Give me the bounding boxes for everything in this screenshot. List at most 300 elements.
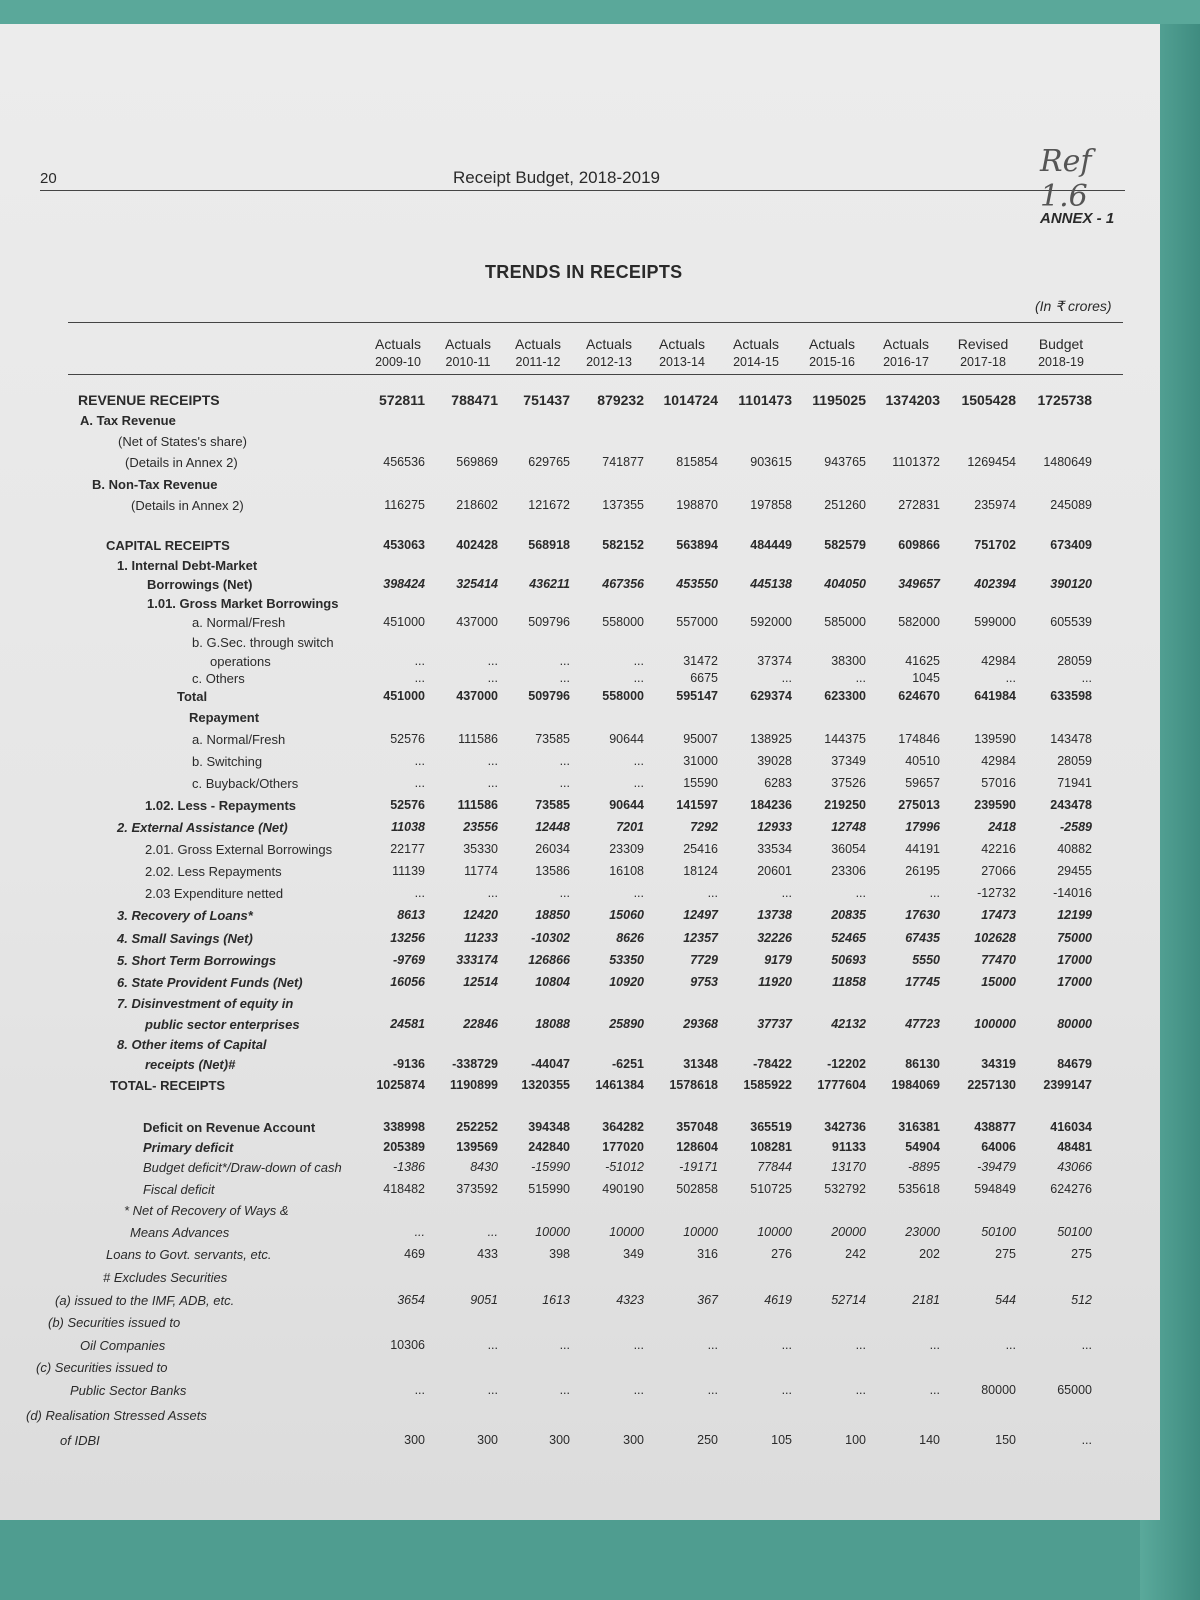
table-cell: ... <box>855 1338 866 1352</box>
table-cell: 2418 <box>988 820 1016 834</box>
row-label: CAPITAL RECEIPTS <box>106 538 230 553</box>
table-cell: ... <box>1081 671 1092 685</box>
table-cell: 37374 <box>757 654 792 668</box>
table-cell: 333174 <box>456 953 498 967</box>
table-cell: 515990 <box>528 1182 570 1196</box>
table-cell: 629765 <box>528 455 570 469</box>
table-cell: 4619 <box>764 1293 792 1307</box>
table-cell: 490190 <box>602 1182 644 1196</box>
table-cell: 416034 <box>1050 1120 1092 1134</box>
table-cell: 15590 <box>683 776 718 790</box>
table-cell: 594849 <box>974 1182 1016 1196</box>
column-header-label: Actuals <box>809 336 855 352</box>
table-cell: 91133 <box>831 1140 866 1154</box>
row-label: Fiscal deficit <box>143 1182 215 1197</box>
table-cell: 48481 <box>1057 1140 1092 1154</box>
column-header-year: 2013-14 <box>659 355 705 369</box>
table-cell: 1585922 <box>743 1078 792 1092</box>
row-label: REVENUE RECEIPTS <box>78 392 220 408</box>
table-cell: -14016 <box>1053 886 1092 900</box>
row-label: (Net of States's share) <box>118 434 247 449</box>
row-label: (Details in Annex 2) <box>131 498 244 513</box>
table-cell: 9179 <box>764 953 792 967</box>
table-cell: ... <box>633 1383 644 1397</box>
table-cell: 275013 <box>898 798 940 812</box>
table-cell: 15060 <box>609 908 644 922</box>
table-cell: ... <box>633 671 644 685</box>
table-cell: 316381 <box>898 1120 940 1134</box>
table-cell: 141597 <box>676 798 718 812</box>
column-header-label: Revised <box>957 336 1009 352</box>
table-cell: 1101473 <box>738 392 792 408</box>
table-cell: 11774 <box>464 864 498 878</box>
table-cell: 37737 <box>757 1017 792 1031</box>
unit-label: (In ₹ crores) <box>1035 298 1112 314</box>
table-cell: -2589 <box>1060 820 1092 834</box>
table-cell: 11233 <box>464 931 498 945</box>
table-cell: 20601 <box>757 864 792 878</box>
table-cell: 13738 <box>757 908 792 922</box>
column-header-label: Actuals <box>586 336 632 352</box>
table-cell: 394348 <box>528 1120 570 1134</box>
table-cell: 10920 <box>609 975 644 989</box>
table-cell: 53350 <box>609 953 644 967</box>
row-label: Public Sector Banks <box>70 1383 187 1398</box>
table-cell: 12514 <box>463 975 498 989</box>
table-cell: 11038 <box>391 820 425 834</box>
column-header-label: Actuals <box>883 336 929 352</box>
table-cell: 65000 <box>1057 1383 1092 1397</box>
table-cell: 367 <box>697 1293 718 1307</box>
table-cell: ... <box>487 754 498 768</box>
table-cell: 32226 <box>757 931 792 945</box>
column-header-year: 2014-15 <box>733 355 779 369</box>
table-cell: 18088 <box>535 1017 570 1031</box>
table-cell: 20835 <box>831 908 866 922</box>
table-cell: 116275 <box>384 498 425 512</box>
table-cell: 1195025 <box>812 392 866 408</box>
column-header-year: 2018-19 <box>1038 355 1084 369</box>
table-cell: 23556 <box>463 820 498 834</box>
table-cell: 624276 <box>1050 1182 1092 1196</box>
table-cell: 641984 <box>974 689 1016 703</box>
row-label: 6. State Provident Funds (Net) <box>117 975 303 990</box>
table-cell: 41625 <box>905 654 940 668</box>
table-cell: ... <box>707 1338 718 1352</box>
table-cell: 300 <box>549 1433 570 1447</box>
column-header-label: Actuals <box>659 336 705 352</box>
table-cell: 10000 <box>609 1225 644 1239</box>
table-cell: 18124 <box>683 864 718 878</box>
table-cell: 12199 <box>1057 908 1092 922</box>
table-cell: 390120 <box>1050 577 1092 591</box>
row-label: (a) issued to the IMF, ADB, etc. <box>55 1293 235 1308</box>
column-header-year: 2010-11 <box>445 355 491 369</box>
table-cell: 568918 <box>528 538 570 552</box>
table-cell: 29455 <box>1057 864 1092 878</box>
table-cell: 558000 <box>602 689 644 703</box>
table-cell: 52576 <box>390 732 425 746</box>
table-cell: 150 <box>995 1433 1016 1447</box>
table-cell: 4323 <box>616 1293 644 1307</box>
table-cell: ... <box>487 776 498 790</box>
table-cell: 95007 <box>683 732 718 746</box>
table-cell: 629374 <box>750 689 792 703</box>
table-cell: 453063 <box>383 538 425 552</box>
table-cell: 84679 <box>1057 1057 1092 1071</box>
row-label: (Details in Annex 2) <box>125 455 238 470</box>
table-cell: 582000 <box>898 615 940 629</box>
table-cell: -12202 <box>827 1057 866 1071</box>
table-cell: 198870 <box>676 498 718 512</box>
table-cell: -78422 <box>753 1057 792 1071</box>
row-label: 3. Recovery of Loans* <box>117 908 253 923</box>
table-cell: ... <box>633 754 644 768</box>
row-label: 2. External Assistance (Net) <box>117 820 288 835</box>
table-cell: 275 <box>995 1247 1016 1261</box>
table-cell: 67435 <box>905 931 940 945</box>
column-header <box>644 335 720 371</box>
table-cell: 126866 <box>528 953 570 967</box>
table-cell: 39028 <box>757 754 792 768</box>
table-cell: ... <box>1005 1338 1016 1352</box>
row-label: 5. Short Term Borrowings <box>117 953 277 968</box>
table-cell: 16108 <box>609 864 644 878</box>
table-cell: 398424 <box>383 577 425 591</box>
row-label: c. Buyback/Others <box>192 776 299 791</box>
table-cell: 40882 <box>1057 842 1092 856</box>
table-cell: 437000 <box>456 615 498 629</box>
annex-label: ANNEX - 1 <box>1040 210 1115 227</box>
table-cell: 624670 <box>898 689 940 703</box>
row-label: Total <box>177 689 208 704</box>
table-cell: 80000 <box>981 1383 1016 1397</box>
table-cell: 250 <box>697 1433 718 1447</box>
table-cell: 139569 <box>456 1140 498 1154</box>
table-cell: -9136 <box>393 1057 425 1071</box>
column-header <box>718 335 794 371</box>
table-cell: 15000 <box>981 975 1016 989</box>
table-cell: 52714 <box>831 1293 866 1307</box>
table-cell: 77844 <box>757 1160 792 1174</box>
column-header <box>360 335 436 371</box>
table-cell: 31348 <box>683 1057 718 1071</box>
table-cell: ... <box>633 654 644 668</box>
table-cell: 184236 <box>750 798 792 812</box>
table-cell: 251260 <box>824 498 866 512</box>
table-cell: ... <box>414 754 425 768</box>
table-cell: 276 <box>771 1247 792 1261</box>
table-cell: 140 <box>919 1433 940 1447</box>
table-cell: 31000 <box>683 754 718 768</box>
row-label: Loans to Govt. servants, etc. <box>106 1247 272 1262</box>
table-cell: 42132 <box>831 1017 866 1031</box>
table-cell: 34319 <box>981 1057 1016 1071</box>
table-cell: 36054 <box>831 842 866 856</box>
table-cell: 235974 <box>974 498 1016 512</box>
table-cell: 5550 <box>912 953 940 967</box>
table-cell: ... <box>707 1383 718 1397</box>
table-cell: 1269454 <box>967 455 1016 469</box>
column-header-label: Actuals <box>445 336 491 352</box>
table-cell: 25416 <box>683 842 718 856</box>
table-cell: 3654 <box>397 1293 425 1307</box>
table-cell: -39479 <box>977 1160 1016 1174</box>
row-label: A. Tax Revenue <box>80 413 176 428</box>
row-label: Oil Companies <box>80 1338 166 1353</box>
row-label: (d) Realisation Stressed Assets <box>26 1408 207 1423</box>
table-cell: 50100 <box>1057 1225 1092 1239</box>
table-cell: 1190899 <box>450 1078 498 1092</box>
column-header-label: Actuals <box>515 336 561 352</box>
row-label: Borrowings (Net) <box>147 577 253 592</box>
row-label: operations <box>210 654 271 669</box>
table-cell: 8613 <box>397 908 425 922</box>
column-header-label: Actuals <box>733 336 779 352</box>
table-cell: 86130 <box>905 1057 940 1071</box>
row-label: 1.01. Gross Market Borrowings <box>147 596 339 611</box>
table-cell: 815854 <box>676 455 718 469</box>
table-cell: 12448 <box>535 820 570 834</box>
row-label: a. Normal/Fresh <box>192 732 286 747</box>
table-cell: 510725 <box>750 1182 792 1196</box>
table-cell: 741877 <box>602 455 644 469</box>
table-cell: 24581 <box>390 1017 425 1031</box>
table-cell: 10306 <box>390 1338 425 1352</box>
table-cell: 437000 <box>456 689 498 703</box>
table-cell: 433 <box>477 1247 498 1261</box>
table-cell: ... <box>414 654 425 668</box>
column-header-year: 2011-12 <box>515 355 561 369</box>
table-cell: 47723 <box>905 1017 940 1031</box>
table-cell: ... <box>633 1338 644 1352</box>
table-cell: 13586 <box>535 864 570 878</box>
table-cell: 59657 <box>905 776 940 790</box>
table-cell: 558000 <box>602 615 644 629</box>
table-cell: ... <box>414 776 425 790</box>
table-cell: 11139 <box>392 864 425 878</box>
table-cell: 26034 <box>535 842 570 856</box>
table-cell: 484449 <box>750 538 792 552</box>
table-cell: 1374203 <box>885 392 940 408</box>
table-cell: ... <box>487 1338 498 1352</box>
table-cell: 1025874 <box>376 1078 425 1092</box>
table-cell: ... <box>929 1383 940 1397</box>
table-cell: 544 <box>995 1293 1016 1307</box>
table-cell: 453550 <box>676 577 718 591</box>
table-cell: 365519 <box>750 1120 792 1134</box>
table-cell: 582579 <box>824 538 866 552</box>
table-cell: ... <box>487 654 498 668</box>
table-cell: 20000 <box>831 1225 866 1239</box>
table-cell: 73585 <box>535 732 570 746</box>
table-cell: 599000 <box>974 615 1016 629</box>
table-cell: 398 <box>549 1247 570 1261</box>
table-cell: ... <box>414 1383 425 1397</box>
table-cell: 2399147 <box>1043 1078 1092 1092</box>
table-cell: 35330 <box>463 842 498 856</box>
table-cell: 7201 <box>616 820 644 834</box>
table-cell: 1505428 <box>961 392 1016 408</box>
table-cell: 54904 <box>905 1140 940 1154</box>
table-cell: 23309 <box>609 842 644 856</box>
table-cell: 1320355 <box>521 1078 570 1092</box>
table-cell: 111586 <box>458 732 498 746</box>
table-cell: 23000 <box>905 1225 940 1239</box>
table-cell: 7292 <box>690 820 718 834</box>
table-cell: 27066 <box>981 864 1016 878</box>
table-cell: 404050 <box>824 577 866 591</box>
table-cell: 50100 <box>981 1225 1016 1239</box>
table-cell: -6251 <box>612 1057 644 1071</box>
table-cell: ... <box>855 886 866 900</box>
table-cell: 364282 <box>602 1120 644 1134</box>
table-cell: ... <box>487 886 498 900</box>
table-cell: 10000 <box>535 1225 570 1239</box>
table-cell: ... <box>414 886 425 900</box>
row-label: Repayment <box>189 710 260 725</box>
table-cell: ... <box>487 1225 498 1239</box>
table-cell: 10000 <box>757 1225 792 1239</box>
table-cell: 12933 <box>757 820 792 834</box>
table-cell: 139590 <box>974 732 1016 746</box>
table-cell: 38300 <box>831 654 866 668</box>
table-cell: ... <box>559 1383 570 1397</box>
table-cell: -8895 <box>908 1160 940 1174</box>
table-cell: ... <box>855 1383 866 1397</box>
table-cell: 128604 <box>676 1140 718 1154</box>
table-cell: ... <box>1081 1338 1092 1352</box>
row-label: of IDBI <box>60 1433 100 1448</box>
row-label: 2.02. Less Repayments <box>145 864 282 879</box>
table-cell: 44191 <box>905 842 940 856</box>
table-cell: 592000 <box>750 615 792 629</box>
table-cell: 100 <box>845 1433 866 1447</box>
table-cell: 456536 <box>383 455 425 469</box>
table-cell: ... <box>414 1225 425 1239</box>
table-cell: 509796 <box>528 615 570 629</box>
table-cell: 563894 <box>676 538 718 552</box>
table-cell: 10804 <box>535 975 570 989</box>
table-cell: 64006 <box>981 1140 1016 1154</box>
table-cell: 300 <box>623 1433 644 1447</box>
table-cell: 451000 <box>383 615 425 629</box>
column-header <box>430 335 506 371</box>
table-cell: 138925 <box>750 732 792 746</box>
table-cell: ... <box>559 1338 570 1352</box>
table-cell: 242 <box>845 1247 866 1261</box>
row-label: 4. Small Savings (Net) <box>117 931 253 946</box>
table-cell: 28059 <box>1057 654 1092 668</box>
table-cell: 239590 <box>974 798 1016 812</box>
table-cell: 605539 <box>1050 615 1092 629</box>
table-cell: 42984 <box>981 654 1016 668</box>
table-cell: 582152 <box>602 538 644 552</box>
table-cell: ... <box>487 1383 498 1397</box>
column-header-year: 2009-10 <box>375 355 421 369</box>
column-header-label: Budget <box>1038 336 1084 352</box>
table-cell: 532792 <box>824 1182 866 1196</box>
table-cell: 569869 <box>456 455 498 469</box>
table-cell: 90644 <box>609 732 644 746</box>
table-cell: 316 <box>697 1247 718 1261</box>
table-cell: 13256 <box>390 931 425 945</box>
table-cell: 205389 <box>383 1140 425 1154</box>
table-cell: 633598 <box>1050 689 1092 703</box>
table-cell: 245089 <box>1050 498 1092 512</box>
table-cell: 219250 <box>824 798 866 812</box>
table-cell: ... <box>487 671 498 685</box>
table-cell: 121672 <box>528 498 570 512</box>
table-cell: ... <box>633 886 644 900</box>
table-cell: ... <box>414 671 425 685</box>
row-label: receipts (Net)# <box>145 1057 236 1072</box>
table-cell: 1613 <box>542 1293 570 1307</box>
table-cell: 623300 <box>824 689 866 703</box>
table-cell: 242840 <box>528 1140 570 1154</box>
column-header <box>868 335 944 371</box>
table-cell: 418482 <box>383 1182 425 1196</box>
table-cell: 105 <box>771 1433 792 1447</box>
row-label: public sector enterprises <box>145 1017 300 1032</box>
table-cell: 1461384 <box>595 1078 644 1092</box>
table-cell: 17000 <box>1057 953 1092 967</box>
table-cell: 338998 <box>383 1120 425 1134</box>
table-cell: ... <box>781 1338 792 1352</box>
table-cell: 137355 <box>602 498 644 512</box>
table-cell: 2181 <box>912 1293 940 1307</box>
row-label: (c) Securities issued to <box>36 1360 168 1375</box>
table-cell: ... <box>633 776 644 790</box>
table-cell: 31472 <box>683 654 718 668</box>
table-cell: 512 <box>1071 1293 1092 1307</box>
row-label: 1. Internal Debt-Market <box>117 558 258 573</box>
table-cell: 50693 <box>831 953 866 967</box>
table-cell: 111586 <box>457 798 498 812</box>
row-label: Budget deficit*/Draw-down of cash <box>143 1160 342 1175</box>
column-header-year: 2015-16 <box>809 355 855 369</box>
background-strip <box>0 0 1200 24</box>
table-cell: 197858 <box>750 498 792 512</box>
table-cell: 751702 <box>974 538 1016 552</box>
table-cell: 1578618 <box>669 1078 718 1092</box>
table-cell: 1014724 <box>663 392 718 408</box>
table-cell: 52465 <box>831 931 866 945</box>
row-label: b. Switching <box>192 754 263 769</box>
row-label: Primary deficit <box>143 1140 234 1155</box>
header-rule-bottom <box>68 374 1123 375</box>
table-cell: 23306 <box>831 864 866 878</box>
table-cell: 25890 <box>609 1017 644 1031</box>
table-cell: 177020 <box>602 1140 644 1154</box>
table-cell: 903615 <box>750 455 792 469</box>
row-label: (b) Securities issued to <box>48 1315 181 1330</box>
table-cell: 17745 <box>905 975 940 989</box>
table-cell: 71941 <box>1057 776 1092 790</box>
table-cell: 300 <box>404 1433 425 1447</box>
table-cell: 509796 <box>528 689 570 703</box>
table-cell: 1101372 <box>892 455 940 469</box>
table-cell: 52576 <box>390 798 425 812</box>
table-cell: ... <box>1081 1433 1092 1447</box>
table-cell: 10000 <box>683 1225 718 1239</box>
column-header <box>794 335 870 371</box>
table-cell: 300 <box>477 1433 498 1447</box>
table-cell: ... <box>559 654 570 668</box>
table-cell: 6675 <box>690 671 718 685</box>
table-cell: 751437 <box>523 392 570 408</box>
table-cell: 144375 <box>824 732 866 746</box>
